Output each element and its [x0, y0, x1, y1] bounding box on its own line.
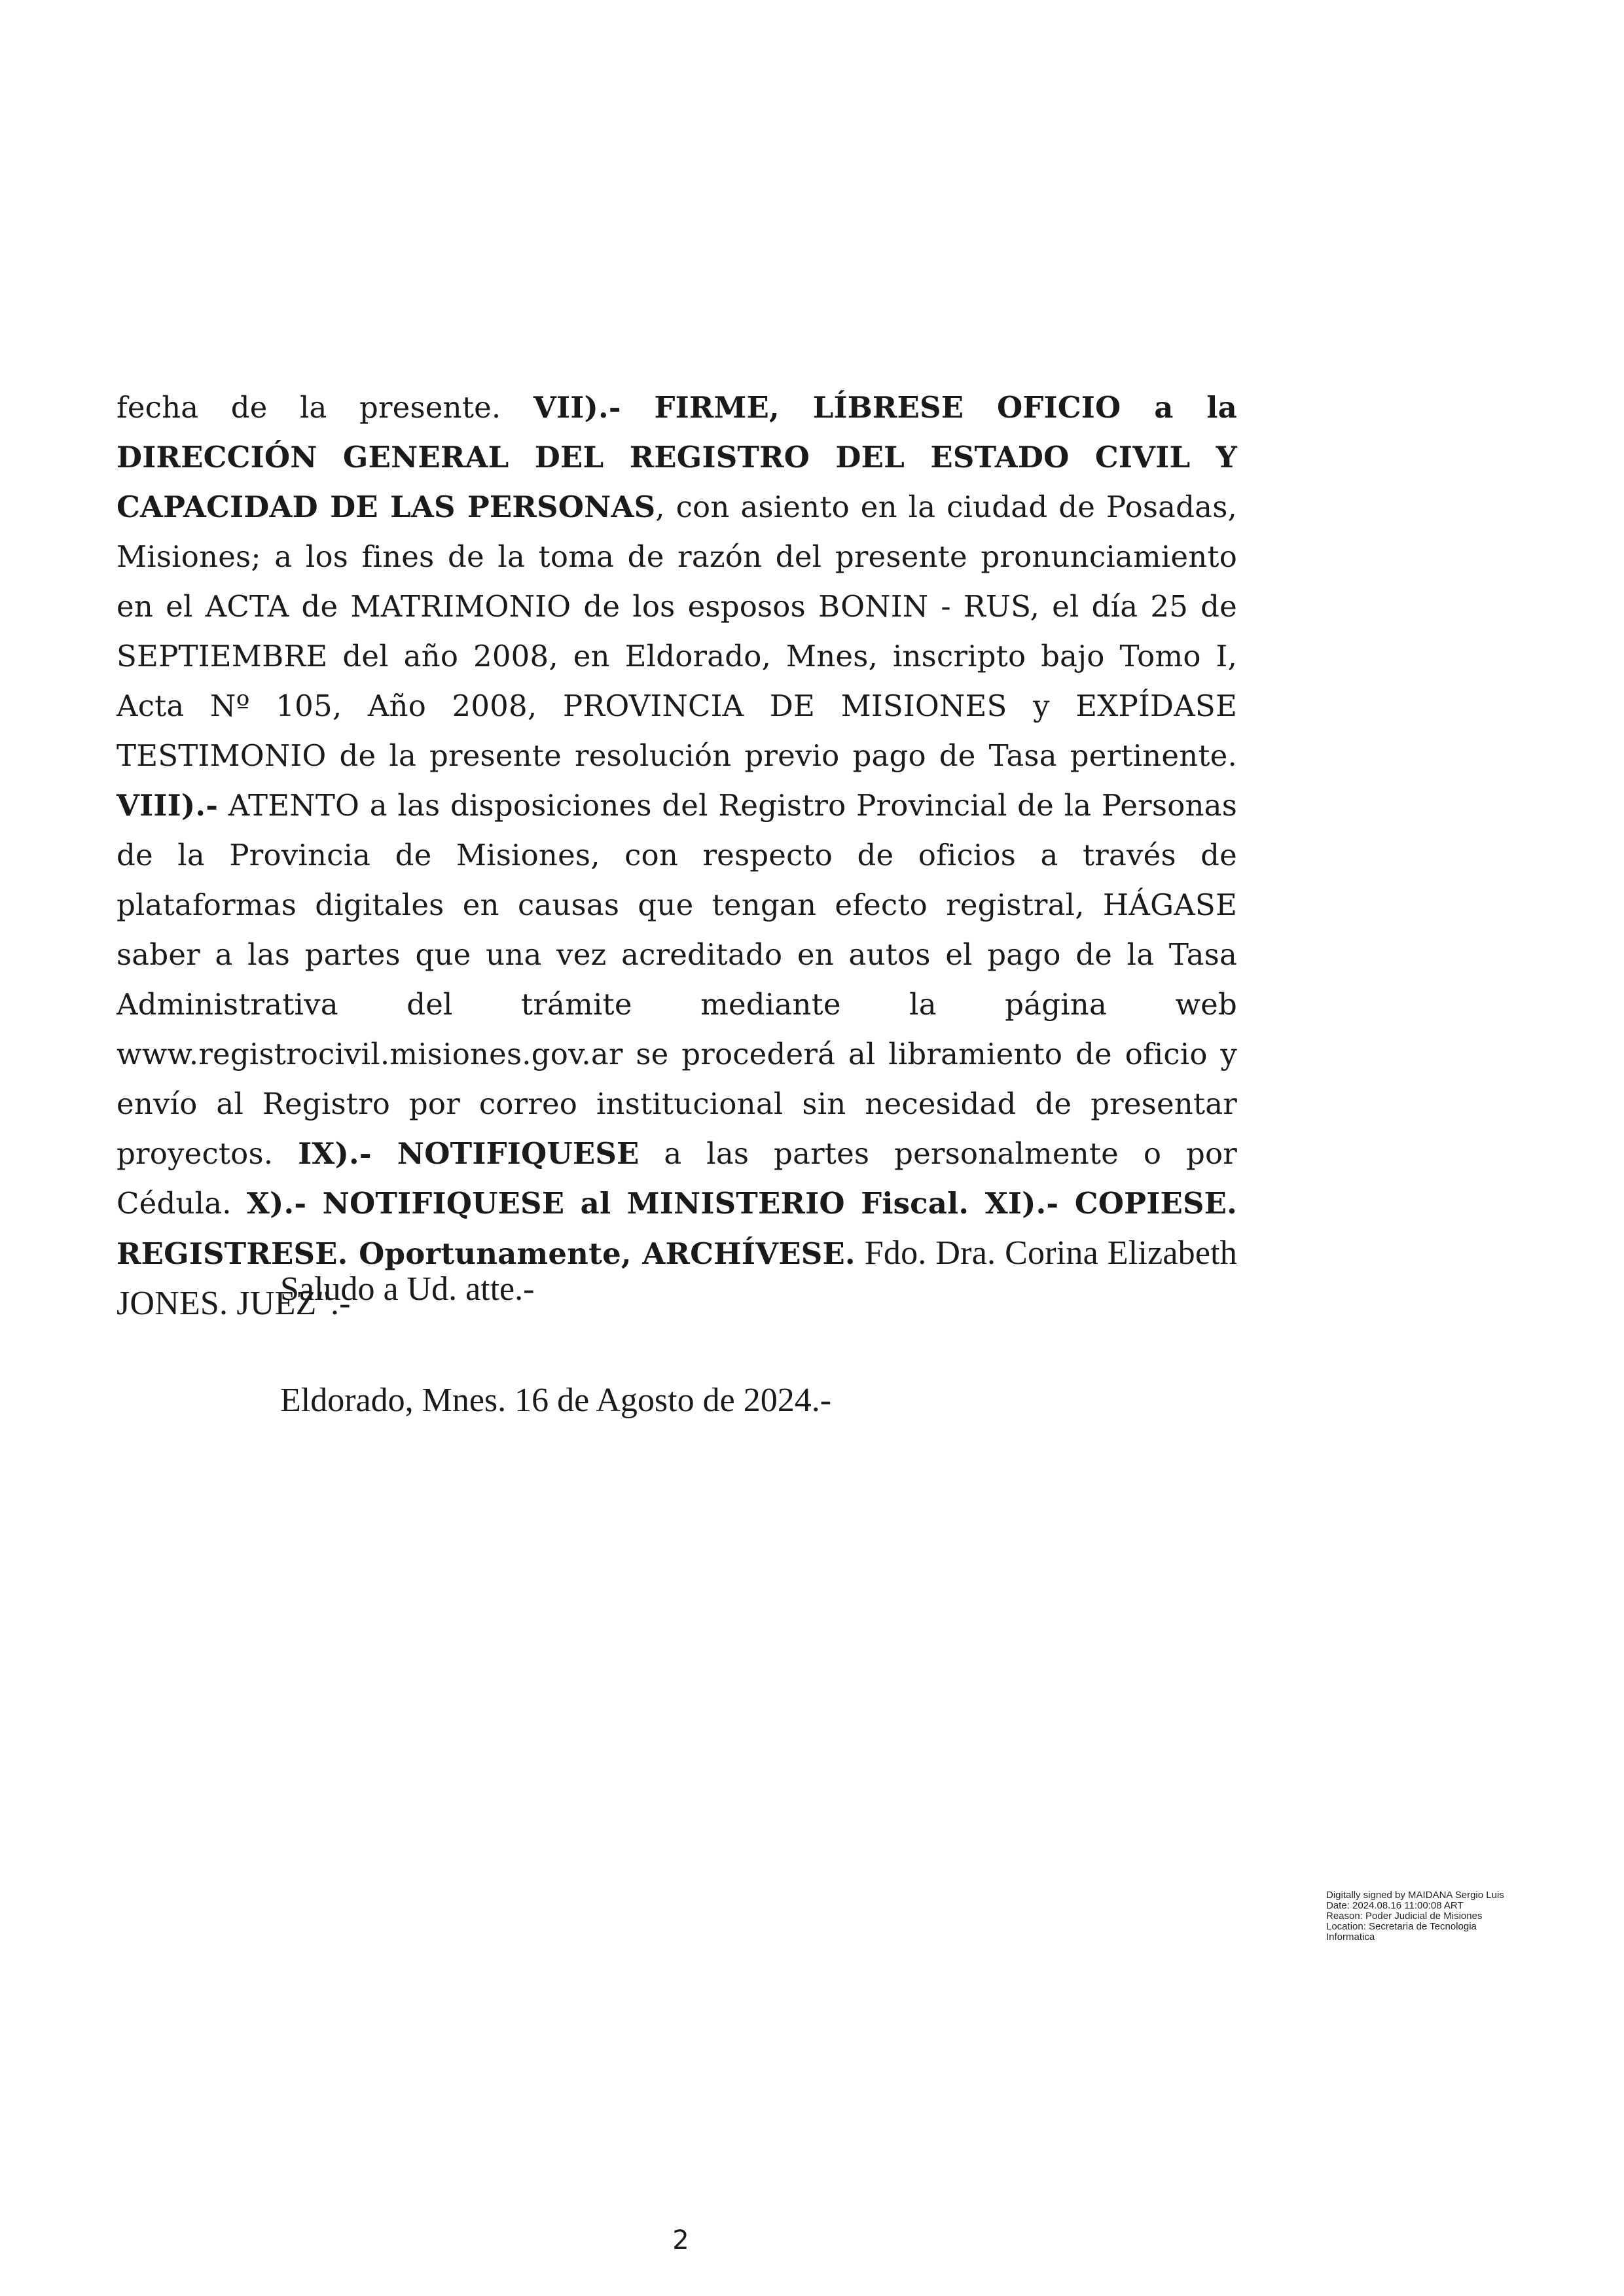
text-registro-details: , con asiento en la ciudad de Posadas, Misiones; a los fines de la toma de razón del presente pronunciamiento en el ACTA de MATRIMONIO de los esposos BONIN - RUS, el día 25 de SEPTIEMBRE del año 2008, en Eldorado, Mnes, inscripto bajo Tomo I, Acta Nº 105, Año 2008, PROVINCIA DE MISIONES y EXPÍDASE TESTIMONIO de la presente resolución previo pago de Tasa pertinente.	[117, 490, 1238, 773]
resolution-paragraph	[117, 383, 1237, 1329]
digital-signature-block	[1326, 1890, 1549, 1943]
text-fecha: fecha de la presente.	[117, 390, 533, 425]
text-partes: a las partes personalmente o por Cédula.	[117, 1136, 1238, 1221]
text-firma-juez: Fdo. Dra. Corina Elizabeth JONES. JUEZ".-	[117, 1234, 1237, 1322]
clause-viii-heading: VIII).-	[117, 788, 219, 823]
text-atento: ATENTO a las disposiciones del Registro Provincial de la Personas de la Provincia de Misiones, con respecto de oficios a través de plataformas digitales en causas que tengan efecto registral, HÁGASE saber a las partes que una vez acreditado en autos el pago de la Tasa Administrativa del trámite mediante la página web www.registrocivil.misiones.gov.ar se procederá al libramiento de oficio y envío al Registro por correo institucional sin necesidad de presentar proyectos.	[117, 788, 1237, 1171]
page-number: 2	[672, 2225, 689, 2255]
clause-vii-heading: VII).- FIRME, LÍBRESE OFICIO a la DIRECCIÓN GENERAL DEL REGISTRO DEL ESTADO CIVIL Y CAPACIDAD DE LAS PERSONAS	[117, 390, 1237, 524]
clause-x-xi-heading: X).- NOTIFIQUESE al MINISTERIO Fiscal. XI).- COPIESE. REGISTRESE. Oportunamente, ARCHÍVESE.	[117, 1186, 1238, 1271]
closing-place-date: Eldorado, Mnes. 16 de Agosto de 2024.-	[280, 1382, 832, 1419]
clause-ix-heading: IX).- NOTIFIQUESE	[298, 1136, 640, 1171]
signature-reason: Reason: Poder Judicial de Misiones	[1326, 1910, 1483, 1922]
closing-salute: Saludo a Ud. atte.-	[280, 1270, 535, 1308]
signature-location: Location: Secretaria de Tecnologia	[1326, 1921, 1477, 1932]
signature-signer: Digitally signed by MAIDANA Sergio Luis	[1326, 1890, 1504, 1901]
signature-date: Date: 2024.08.16 11:00:08 ART	[1326, 1900, 1464, 1911]
signature-location-cont: Informatica	[1326, 1931, 1375, 1943]
